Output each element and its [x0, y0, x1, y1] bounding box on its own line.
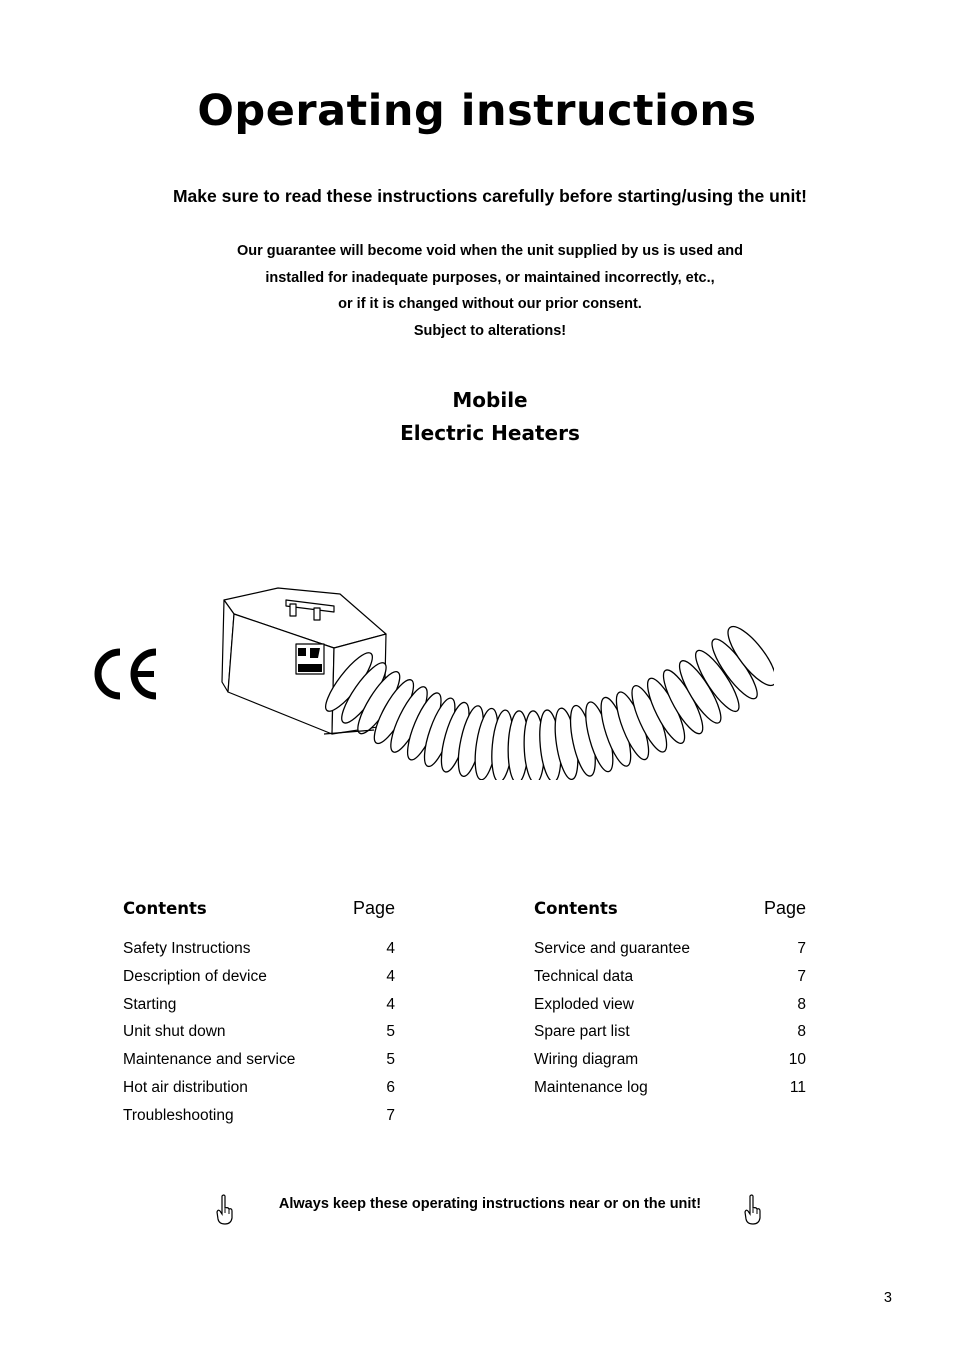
contents-row[interactable] [534, 994, 806, 1022]
contents-entry-page: 7 [797, 940, 806, 957]
contents-table-left [123, 898, 395, 1133]
contents-row[interactable] [534, 938, 806, 966]
contents-row[interactable] [123, 966, 395, 994]
electric-heater-illustration [214, 584, 774, 780]
contents-entry-label: Unit shut down [123, 1023, 226, 1041]
contents-row[interactable] [123, 938, 395, 966]
contents-row[interactable] [123, 1049, 395, 1077]
read-instructions-notice: Make sure to read these instructions carefully before starting/using the unit! [172, 186, 808, 206]
contents-row[interactable] [123, 994, 395, 1022]
product-name [0, 386, 954, 452]
contents-header [123, 898, 395, 938]
page-number: 3 [883, 1290, 892, 1306]
contents-entry-label: Exploded view [534, 995, 634, 1013]
contents-table-right [534, 898, 806, 1105]
contents-header [534, 898, 806, 938]
product-line-1: Mobile [452, 388, 528, 412]
contents-entry-label: Safety Instructions [123, 940, 251, 957]
page-column-label: Page [763, 898, 806, 918]
contents-entry-label: Wiring diagram [534, 1051, 639, 1069]
contents-row[interactable] [123, 1077, 395, 1105]
guarantee-line: Our guarantee will become void when the unit supplied by us is used and [237, 243, 743, 259]
contents-entry-page: 10 [788, 1051, 806, 1069]
contents-entry-label: Spare part list [534, 1023, 630, 1041]
contents-entry-page: 5 [386, 1023, 395, 1041]
guarantee-line: installed for inadequate purposes, or maintained incorrectly, etc., [265, 269, 715, 286]
contents-entry-label: Technical data [534, 967, 634, 985]
contents-entry-page: 7 [386, 1106, 395, 1124]
contents-entry-page: 7 [797, 967, 806, 985]
product-line-2: Electric Heaters [400, 421, 580, 445]
contents-entry-page: 8 [797, 1023, 806, 1041]
contents-row[interactable] [534, 966, 806, 994]
contents-row[interactable] [123, 1021, 395, 1049]
contents-entry-page: 11 [789, 1078, 806, 1096]
contents-entry-page: 8 [797, 995, 806, 1013]
contents-entry-label: Maintenance log [534, 1078, 648, 1096]
contents-row[interactable] [534, 1077, 806, 1105]
contents-entry-label: Starting [123, 995, 177, 1013]
contents-row[interactable] [534, 1049, 806, 1077]
keep-instructions-notice: Always keep these operating instructions near or on the unit! [278, 1196, 702, 1212]
contents-entry-page: 4 [386, 940, 395, 957]
contents-entry-label: Hot air distribution [123, 1078, 248, 1096]
guarantee-notice [0, 240, 954, 346]
contents-entry-page: 4 [386, 995, 395, 1013]
contents-entry-page: 6 [386, 1078, 395, 1096]
guarantee-line: or if it is changed without our prior consent. [338, 296, 642, 312]
page-column-label: Page [352, 898, 395, 918]
contents-entry-label: Troubleshooting [123, 1106, 234, 1124]
ce-mark-icon [90, 648, 160, 700]
contents-entry-page: 4 [386, 967, 395, 985]
pointing-hand-icon [742, 1194, 762, 1226]
contents-entry-page: 5 [386, 1051, 395, 1069]
page-title: Operating instructions [197, 86, 757, 136]
contents-heading: Contents [123, 899, 207, 918]
contents-row[interactable] [534, 1021, 806, 1049]
contents-row[interactable] [123, 1105, 395, 1133]
contents-entry-label: Service and guarantee [534, 940, 690, 957]
contents-entry-label: Maintenance and service [123, 1051, 296, 1069]
contents-entry-label: Description of device [123, 967, 267, 985]
contents-heading: Contents [534, 899, 618, 918]
guarantee-line: Subject to alterations! [413, 322, 567, 339]
